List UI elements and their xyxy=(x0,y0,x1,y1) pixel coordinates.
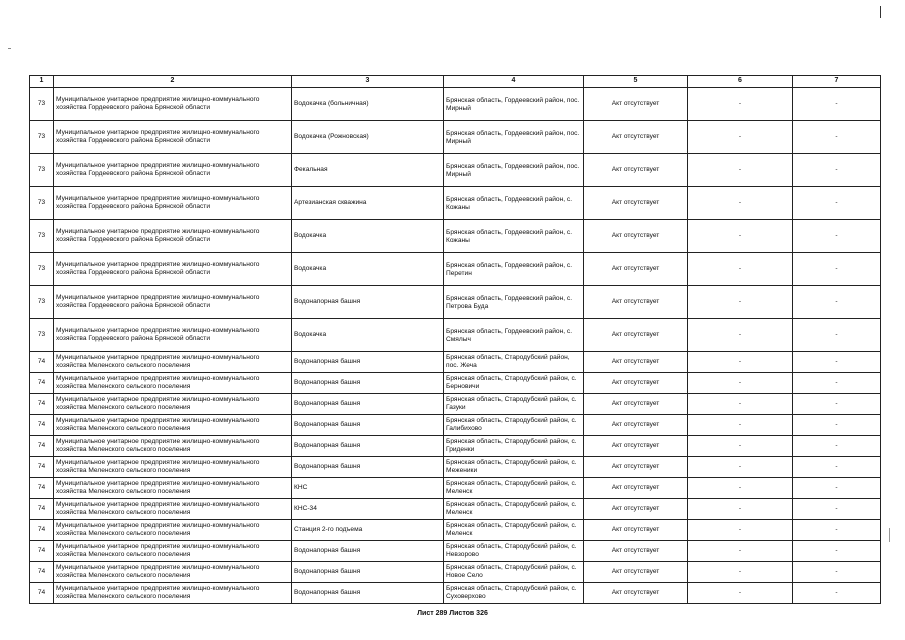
address-cell: Брянская область, Гордеевский район, пос. Мирный xyxy=(444,88,584,121)
act-cell: Акт отсутствует xyxy=(584,583,688,604)
column6-cell: - xyxy=(688,154,793,187)
object-cell: Водонапорная башня xyxy=(292,457,444,478)
column7-cell: - xyxy=(793,520,881,541)
table-row xyxy=(30,478,881,499)
column7-cell: - xyxy=(793,373,881,394)
object-cell: Водокачка (больничная) xyxy=(292,88,444,121)
column6-cell: - xyxy=(688,88,793,121)
column6-cell: - xyxy=(688,415,793,436)
table-row xyxy=(30,253,881,286)
column7-cell: - xyxy=(793,436,881,457)
column-header: 6 xyxy=(688,76,793,88)
organization-cell: Муниципальное унитарное предприятие жилищно-коммунального хозяйства Меленского сельского поселения xyxy=(54,373,292,394)
address-cell: Брянская область, Гордеевский район, с. Перетин xyxy=(444,253,584,286)
column6-cell: - xyxy=(688,562,793,583)
address-cell: Брянская область, Стародубский район, с. Меленск xyxy=(444,520,584,541)
header-row xyxy=(30,76,881,88)
address-cell: Брянская область, Гордеевский район, с. Петрова Буда xyxy=(444,286,584,319)
column7-cell: - xyxy=(793,121,881,154)
row-number: 73 xyxy=(30,121,54,154)
act-cell: Акт отсутствует xyxy=(584,319,688,352)
column7-cell: - xyxy=(793,88,881,121)
act-cell: Акт отсутствует xyxy=(584,121,688,154)
column6-cell: - xyxy=(688,352,793,373)
act-cell: Акт отсутствует xyxy=(584,457,688,478)
column7-cell: - xyxy=(793,499,881,520)
table-row xyxy=(30,562,881,583)
column-header: 4 xyxy=(444,76,584,88)
column6-cell: - xyxy=(688,220,793,253)
object-cell: Водонапорная башня xyxy=(292,583,444,604)
column7-cell: - xyxy=(793,220,881,253)
act-cell: Акт отсутствует xyxy=(584,436,688,457)
address-cell: Брянская область, Стародубский район, с. Газуки xyxy=(444,394,584,415)
organization-cell: Муниципальное унитарное предприятие жилищно-коммунального хозяйства Меленского сельского поселения xyxy=(54,436,292,457)
column6-cell: - xyxy=(688,319,793,352)
table-row xyxy=(30,121,881,154)
column7-cell: - xyxy=(793,286,881,319)
object-cell: Станция 2-го подъема xyxy=(292,520,444,541)
row-number: 74 xyxy=(30,352,54,373)
column7-cell: - xyxy=(793,583,881,604)
table-row xyxy=(30,457,881,478)
object-cell: Водонапорная башня xyxy=(292,352,444,373)
column6-cell: - xyxy=(688,583,793,604)
organization-cell: Муниципальное унитарное предприятие жилищно-коммунального хозяйства Меленского сельского поселения xyxy=(54,520,292,541)
column7-cell: - xyxy=(793,253,881,286)
object-cell: Водонапорная башня xyxy=(292,286,444,319)
column7-cell: - xyxy=(793,457,881,478)
column-header: 7 xyxy=(793,76,881,88)
column-header: 2 xyxy=(54,76,292,88)
table-body xyxy=(30,88,881,604)
column7-cell: - xyxy=(793,319,881,352)
column6-cell: - xyxy=(688,520,793,541)
page-footer: Лист 289 Листов 326 xyxy=(417,610,488,617)
organization-cell: Муниципальное унитарное предприятие жилищно-коммунального хозяйства Гордеевского района Брянской области xyxy=(54,253,292,286)
table-row xyxy=(30,319,881,352)
table-row xyxy=(30,352,881,373)
act-cell: Акт отсутствует xyxy=(584,373,688,394)
column7-cell: - xyxy=(793,352,881,373)
column6-cell: - xyxy=(688,541,793,562)
table-row xyxy=(30,394,881,415)
organization-cell: Муниципальное унитарное предприятие жилищно-коммунального хозяйства Меленского сельского поселения xyxy=(54,562,292,583)
address-cell: Брянская область, Гордеевский район, с. Кожаны xyxy=(444,187,584,220)
act-cell: Акт отсутствует xyxy=(584,220,688,253)
act-cell: Акт отсутствует xyxy=(584,520,688,541)
act-cell: Акт отсутствует xyxy=(584,562,688,583)
address-cell: Брянская область, Стародубский район, с. Гриденки xyxy=(444,436,584,457)
organization-cell: Муниципальное унитарное предприятие жилищно-коммунального хозяйства Гордеевского района Брянской области xyxy=(54,319,292,352)
object-cell: Водокачка xyxy=(292,319,444,352)
table-row xyxy=(30,541,881,562)
organization-cell: Муниципальное унитарное предприятие жилищно-коммунального хозяйства Гордеевского района Брянской области xyxy=(54,286,292,319)
object-cell: Водонапорная башня xyxy=(292,373,444,394)
table-row xyxy=(30,499,881,520)
act-cell: Акт отсутствует xyxy=(584,352,688,373)
organization-cell: Муниципальное унитарное предприятие жилищно-коммунального хозяйства Меленского сельского поселения xyxy=(54,352,292,373)
column7-cell: - xyxy=(793,394,881,415)
act-cell: Акт отсутствует xyxy=(584,88,688,121)
column6-cell: - xyxy=(688,373,793,394)
table-row xyxy=(30,583,881,604)
table-row xyxy=(30,187,881,220)
column6-cell: - xyxy=(688,121,793,154)
act-cell: Акт отсутствует xyxy=(584,541,688,562)
object-cell: Водокачка xyxy=(292,220,444,253)
column6-cell: - xyxy=(688,286,793,319)
table-row xyxy=(30,88,881,121)
address-cell: Брянская область, Стародубский район, с. Новое Село xyxy=(444,562,584,583)
address-cell: Брянская область, Стародубский район, с. Суховерхово xyxy=(444,583,584,604)
row-number: 74 xyxy=(30,394,54,415)
table-row xyxy=(30,220,881,253)
row-number: 73 xyxy=(30,286,54,319)
row-number: 73 xyxy=(30,253,54,286)
organization-cell: Муниципальное унитарное предприятие жилищно-коммунального хозяйства Меленского сельского поселения xyxy=(54,583,292,604)
row-number: 74 xyxy=(30,499,54,520)
organization-cell: Муниципальное унитарное предприятие жилищно-коммунального хозяйства Меленского сельского поселения xyxy=(54,394,292,415)
table-row xyxy=(30,436,881,457)
column6-cell: - xyxy=(688,253,793,286)
column6-cell: - xyxy=(688,436,793,457)
row-number: 73 xyxy=(30,154,54,187)
table-row xyxy=(30,373,881,394)
object-cell: КНС xyxy=(292,478,444,499)
column6-cell: - xyxy=(688,394,793,415)
row-number: 73 xyxy=(30,187,54,220)
column7-cell: - xyxy=(793,154,881,187)
address-cell: Брянская область, Стародубский район, пос. Жеча xyxy=(444,352,584,373)
organization-cell: Муниципальное унитарное предприятие жилищно-коммунального хозяйства Гордеевского района Брянской области xyxy=(54,88,292,121)
object-cell: Водокачка (Рожновская) xyxy=(292,121,444,154)
object-cell: Водонапорная башня xyxy=(292,394,444,415)
object-cell: Артезианская скважина xyxy=(292,187,444,220)
column6-cell: - xyxy=(688,478,793,499)
registry-table xyxy=(29,75,881,604)
row-number: 74 xyxy=(30,562,54,583)
act-cell: Акт отсутствует xyxy=(584,187,688,220)
act-cell: Акт отсутствует xyxy=(584,253,688,286)
row-number: 74 xyxy=(30,373,54,394)
table-row xyxy=(30,520,881,541)
address-cell: Брянская область, Гордеевский район, с. Смялыч xyxy=(444,319,584,352)
organization-cell: Муниципальное унитарное предприятие жилищно-коммунального хозяйства Меленского сельского поселения xyxy=(54,499,292,520)
scan-mark xyxy=(880,6,881,18)
row-number: 74 xyxy=(30,436,54,457)
organization-cell: Муниципальное унитарное предприятие жилищно-коммунального хозяйства Меленского сельского поселения xyxy=(54,415,292,436)
address-cell: Брянская область, Стародубский район, с. Меженики xyxy=(444,457,584,478)
act-cell: Акт отсутствует xyxy=(584,478,688,499)
column7-cell: - xyxy=(793,187,881,220)
row-number: 74 xyxy=(30,478,54,499)
object-cell: Водонапорная башня xyxy=(292,415,444,436)
column-header: 1 xyxy=(30,76,54,88)
organization-cell: Муниципальное унитарное предприятие жилищно-коммунального хозяйства Гордеевского района Брянской области xyxy=(54,187,292,220)
row-number: 74 xyxy=(30,520,54,541)
address-cell: Брянская область, Гордеевский район, пос. Мирный xyxy=(444,121,584,154)
row-number: 73 xyxy=(30,319,54,352)
act-cell: Акт отсутствует xyxy=(584,154,688,187)
object-cell: Водокачка xyxy=(292,253,444,286)
column7-cell: - xyxy=(793,478,881,499)
column-header: 5 xyxy=(584,76,688,88)
act-cell: Акт отсутствует xyxy=(584,415,688,436)
column-header: 3 xyxy=(292,76,444,88)
row-number: 74 xyxy=(30,541,54,562)
scan-mark xyxy=(8,48,11,49)
column7-cell: - xyxy=(793,415,881,436)
address-cell: Брянская область, Стародубский район, с. Берновичи xyxy=(444,373,584,394)
address-cell: Брянская область, Гордеевский район, пос. Мирный xyxy=(444,154,584,187)
object-cell: Фекальная xyxy=(292,154,444,187)
organization-cell: Муниципальное унитарное предприятие жилищно-коммунального хозяйства Гордеевского района Брянской области xyxy=(54,154,292,187)
column7-cell: - xyxy=(793,541,881,562)
column6-cell: - xyxy=(688,457,793,478)
object-cell: Водонапорная башня xyxy=(292,541,444,562)
organization-cell: Муниципальное унитарное предприятие жилищно-коммунального хозяйства Гордеевского района Брянской области xyxy=(54,121,292,154)
row-number: 74 xyxy=(30,583,54,604)
object-cell: Водонапорная башня xyxy=(292,562,444,583)
table-row xyxy=(30,154,881,187)
address-cell: Брянская область, Гордеевский район, с. Кожаны xyxy=(444,220,584,253)
row-number: 73 xyxy=(30,88,54,121)
organization-cell: Муниципальное унитарное предприятие жилищно-коммунального хозяйства Меленского сельского поселения xyxy=(54,541,292,562)
address-cell: Брянская область, Стародубский район, с. Невзорово xyxy=(444,541,584,562)
table-row xyxy=(30,415,881,436)
organization-cell: Муниципальное унитарное предприятие жилищно-коммунального хозяйства Меленского сельского поселения xyxy=(54,478,292,499)
row-number: 74 xyxy=(30,457,54,478)
column6-cell: - xyxy=(688,499,793,520)
column6-cell: - xyxy=(688,187,793,220)
act-cell: Акт отсутствует xyxy=(584,394,688,415)
column7-cell: - xyxy=(793,562,881,583)
address-cell: Брянская область, Стародубский район, с. Меленск xyxy=(444,499,584,520)
row-number: 73 xyxy=(30,220,54,253)
act-cell: Акт отсутствует xyxy=(584,499,688,520)
table-row xyxy=(30,286,881,319)
organization-cell: Муниципальное унитарное предприятие жилищно-коммунального хозяйства Меленского сельского поселения xyxy=(54,457,292,478)
object-cell: КНС-34 xyxy=(292,499,444,520)
address-cell: Брянская область, Стародубский район, с. Галибихово xyxy=(444,415,584,436)
address-cell: Брянская область, Стародубский район, с. Меленск xyxy=(444,478,584,499)
scan-mark xyxy=(889,528,890,542)
act-cell: Акт отсутствует xyxy=(584,286,688,319)
object-cell: Водонапорная башня xyxy=(292,436,444,457)
row-number: 74 xyxy=(30,415,54,436)
organization-cell: Муниципальное унитарное предприятие жилищно-коммунального хозяйства Гордеевского района Брянской области xyxy=(54,220,292,253)
